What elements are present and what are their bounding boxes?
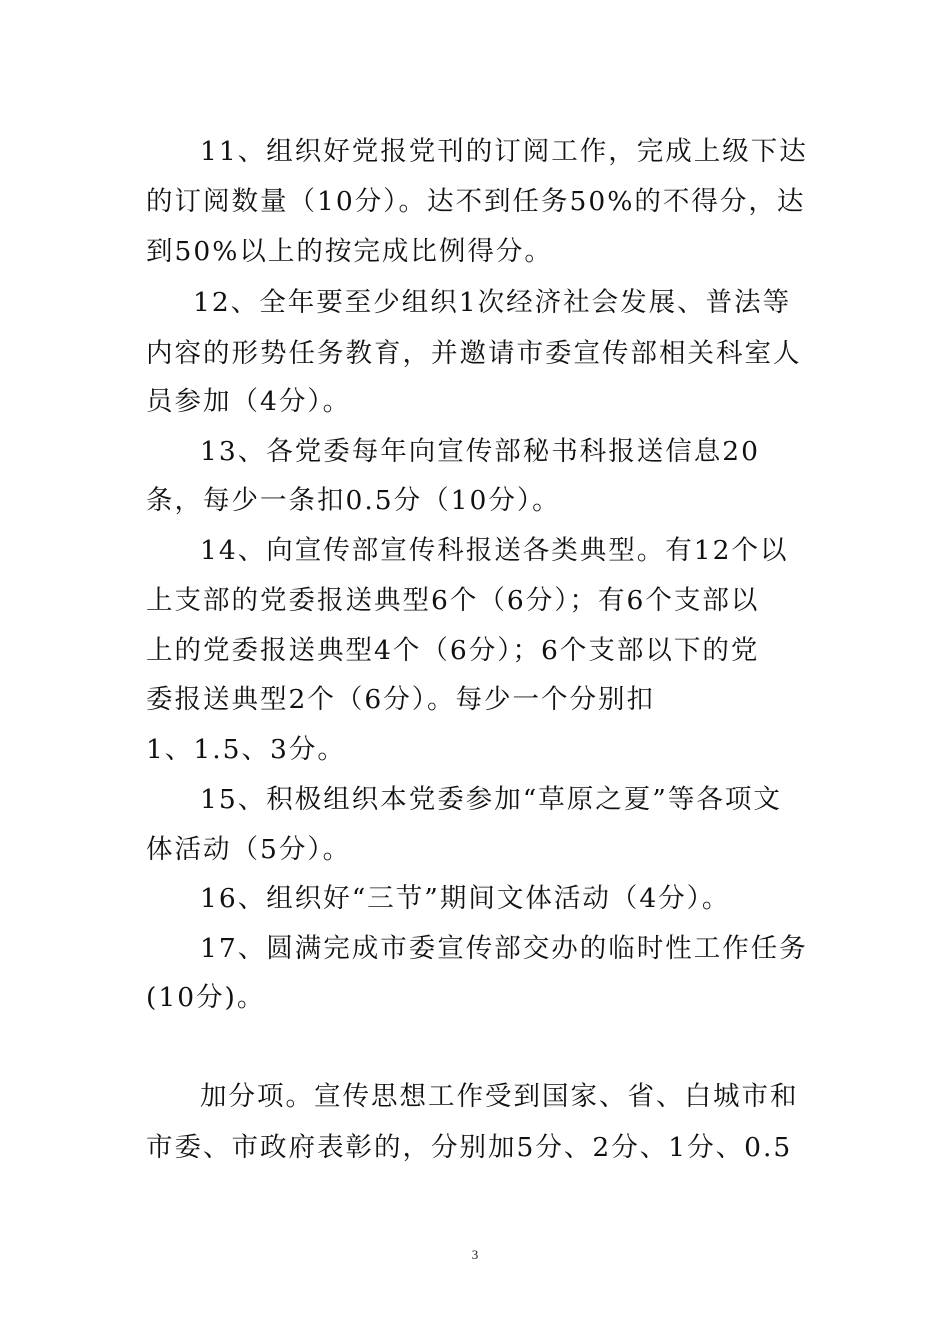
- text-line: 加分项。宣传思想工作受到国家、省、白城市和: [200, 1081, 799, 1112]
- page-number: 3: [471, 1247, 479, 1262]
- text-line: 16、组织好“三节”期间文体活动（4分）。: [200, 883, 731, 914]
- text-line: 13、各党委每年向宣传部秘书科报送信息20: [200, 436, 760, 467]
- text-line: 上支部的党委报送典型6个（6分）；有6个支部以: [146, 585, 760, 616]
- text-line: 市委、市政府表彰的，分别加5分、2分、1分、0.5: [146, 1132, 793, 1163]
- text-line: 内容的形势任务教育，并邀请市委宣传部相关科室人: [146, 338, 802, 369]
- text-line: 1、1.5、3分。: [146, 734, 346, 765]
- text-line: 委报送典型2个（6分）。每少一个分别扣: [146, 684, 655, 715]
- text-line: (10分)。: [146, 982, 266, 1013]
- text-line: 上的党委报送典型4个（6分）；6个支部以下的党: [146, 635, 760, 666]
- text-line: 的订阅数量（10分）。达不到任务50%的不得分，达: [146, 186, 806, 217]
- text-line: 到50%以上的按完成比例得分。: [146, 236, 553, 267]
- text-line: 条，每少一条扣0.5分（10分）。: [146, 485, 561, 516]
- text-line: 员参加（4分）。: [146, 386, 352, 417]
- text-line: 14、向宣传部宣传科报送各类典型。有12个以: [200, 535, 789, 566]
- text-line: 15、积极组织本党委参加“草原之夏”等各项文: [200, 784, 782, 815]
- text-line: 17、圆满完成市委宣传部交办的临时性工作任务: [200, 933, 808, 964]
- text-line: 体活动（5分）。: [146, 834, 352, 865]
- text-line: 12、全年要至少组织1次经济社会发展、普法等: [193, 287, 792, 318]
- text-line: 11、组织好党报党刊的订阅工作，完成上级下达: [200, 136, 808, 167]
